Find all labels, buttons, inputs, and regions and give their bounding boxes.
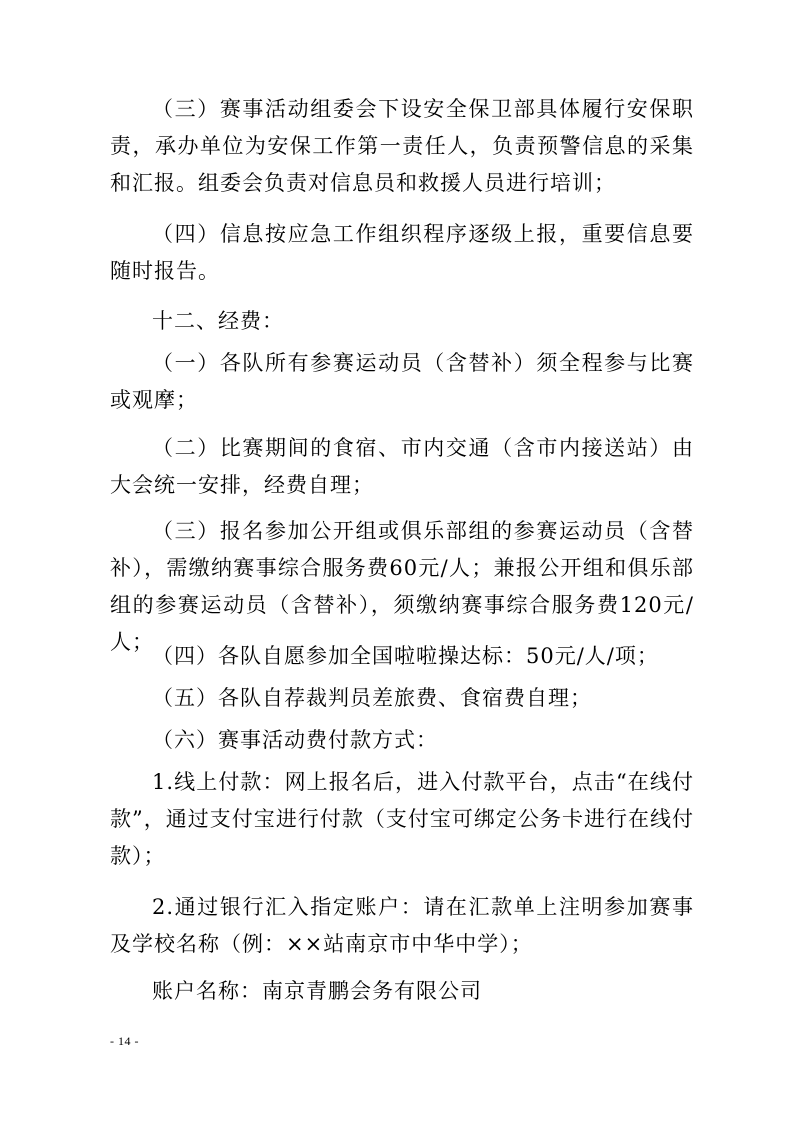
section-heading-funding: 十二、经费： bbox=[152, 309, 284, 333]
paragraph-funding-4: （四）各队自愿参加全国啦啦操达标：50元/人/项； bbox=[152, 644, 659, 668]
paragraph-funding-2: （二）比赛期间的食宿、市内交通（含市内接送站）由大会统一安排，经费自理； bbox=[110, 436, 694, 497]
paragraph-security-duties: （三）赛事活动组委会下设安全保卫部具体履行安保职责，承办单位为安保工作第一责任人，负责预警信息的采集和汇报。组委会负责对信息员和救援人员进行培训； bbox=[110, 97, 694, 195]
paragraph-online-payment: 1.线上付款：网上报名后，进入付款平台，点击“在线付款”，通过支付宝进行付款（支付宝可绑定公务卡进行在线付款）； bbox=[110, 770, 694, 868]
paragraph-funding-3: （三）报名参加公开组或俱乐部组的参赛运动员（含替补），需缴纳赛事综合服务费60元/人；兼报公开组和俱乐部组的参赛运动员（含替补），须缴纳赛事综合服务费120元/人； bbox=[110, 519, 694, 654]
paragraph-funding-1: （一）各队所有参赛运动员（含替补）须全程参与比赛或观摩； bbox=[110, 351, 694, 412]
paragraph-funding-6: （六）赛事活动费付款方式： bbox=[152, 728, 438, 752]
paragraph-account-name: 账户名称：南京青鹏会务有限公司 bbox=[152, 979, 482, 1003]
paragraph-funding-5: （五）各队自荐裁判员差旅费、食宿费自理； bbox=[152, 686, 592, 710]
paragraph-bank-transfer: 2.通过银行汇入指定账户：请在汇款单上注明参加赛事及学校名称（例：××站南京市中华中学）； bbox=[110, 895, 694, 956]
paragraph-info-reporting: （四）信息按应急工作组织程序逐级上报，重要信息要随时报告。 bbox=[110, 222, 694, 283]
page-number: - 14 - bbox=[110, 1034, 139, 1048]
